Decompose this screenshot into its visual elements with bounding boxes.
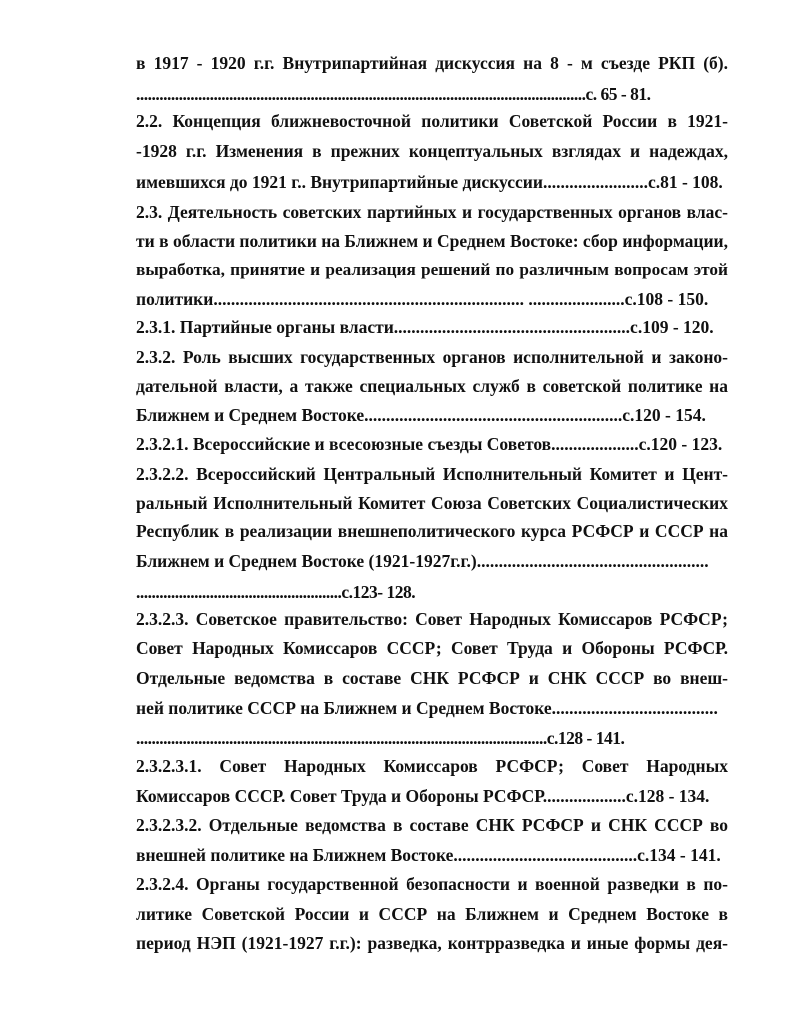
toc-entry-2-3-2-3: 2.3.2.3. Советское правительство: Совет Народных Комиссаров РСФСР; [136, 609, 728, 629]
toc-line: Отдельные ведомства в составе СНК РСФСР и СНК СССР во внеш- [136, 668, 728, 688]
toc-line: политики....................................................................... ......................с.108 - 150. [136, 289, 709, 309]
toc-page-ref: ....................................................................................................................с. 65 - 81. [136, 84, 651, 104]
toc-entry-2-3-2: 2.3.2. Роль высших государственных органов исполнительной и законо- [136, 347, 728, 367]
toc-page-ref: .....................................................с.123- 128. [136, 582, 416, 602]
toc-line: ти в области политики на Ближнем и Среднем Востоке: сбор информации, [136, 231, 728, 251]
toc-line: период НЭП (1921-1927 г.г.): разведка, контрразведка и иные формы дея- [136, 933, 728, 953]
toc-line: в 1917 - 1920 г.г. Внутрипартийная дискуссия на 8 - м съезде РКП (б). [136, 53, 728, 73]
toc-line: выработка, принятие и реализация решений по различным вопросам этой [136, 260, 728, 279]
toc-entry-2-3-2-2: 2.3.2.2. Всероссийский Центральный Исполнительный Комитет и Цент- [136, 464, 728, 484]
toc-entry-2-3-2-3-2: 2.3.2.3.2. Отдельные ведомства в составе СНК РСФСР и СНК СССР во [136, 815, 728, 835]
toc-entry-2-3-2-3-1: 2.3.2.3.1. Совет Народных Комиссаров РСФСР; Совет Народных [136, 756, 728, 776]
toc-line: Комиссаров СССР. Совет Труда и Обороны РСФСР...................с.128 - 134. [136, 786, 710, 806]
toc-line: имевшихся до 1921 г.. Внутрипартийные дискуссии........................с.81 - 108. [136, 172, 723, 192]
toc-line: Совет Народных Комиссаров СССР; Совет Труда и Обороны РСФСР. [136, 638, 728, 658]
toc-line: внешней политике на Ближнем Востоке..........................................с.134 - 141. [136, 845, 721, 865]
toc-line: Ближнем и Среднем Востоке...........................................................с.120 - 154. [136, 405, 706, 425]
toc-line: Ближнем и Среднем Востоке (1921-1927г.г.)..................................................... [136, 551, 709, 571]
toc-entry-2-3: 2.3. Деятельность советских партийных и государственных органов влас- [136, 202, 728, 222]
toc-line: ральный Исполнительный Комитет Союза Советских Социалистических [136, 493, 728, 513]
toc-line: -1928 г.г. Изменения в прежних концептуальных взглядах и надеждах, [136, 141, 728, 161]
toc-entry-2-3-1: 2.3.1. Партийные органы власти......................................................с.109 - 120. [136, 317, 714, 337]
toc-line: Республик в реализации внешнеполитического курса РСФСР и СССР на [136, 521, 728, 541]
toc-entry-2-2: 2.2. Концепция ближневосточной политики Советской России в 1921- [136, 111, 728, 131]
toc-page-ref: ..........................................................................................................с.128 - 141. [136, 728, 625, 748]
toc-line: литике Советской России и СССР на Ближнем и Среднем Востоке в [136, 904, 728, 924]
toc-entry-2-3-2-1: 2.3.2.1. Всероссийские и всесоюзные съезды Советов....................с.120 - 123. [136, 434, 723, 454]
toc-line: дательной власти, а также специальных служб в советской политике на [136, 376, 728, 396]
toc-line: ней политике СССР на Ближнем и Среднем Востоке...................................... [136, 698, 718, 718]
toc-entry-2-3-2-4: 2.3.2.4. Органы государственной безопасности и военной разведки в по- [136, 874, 728, 894]
